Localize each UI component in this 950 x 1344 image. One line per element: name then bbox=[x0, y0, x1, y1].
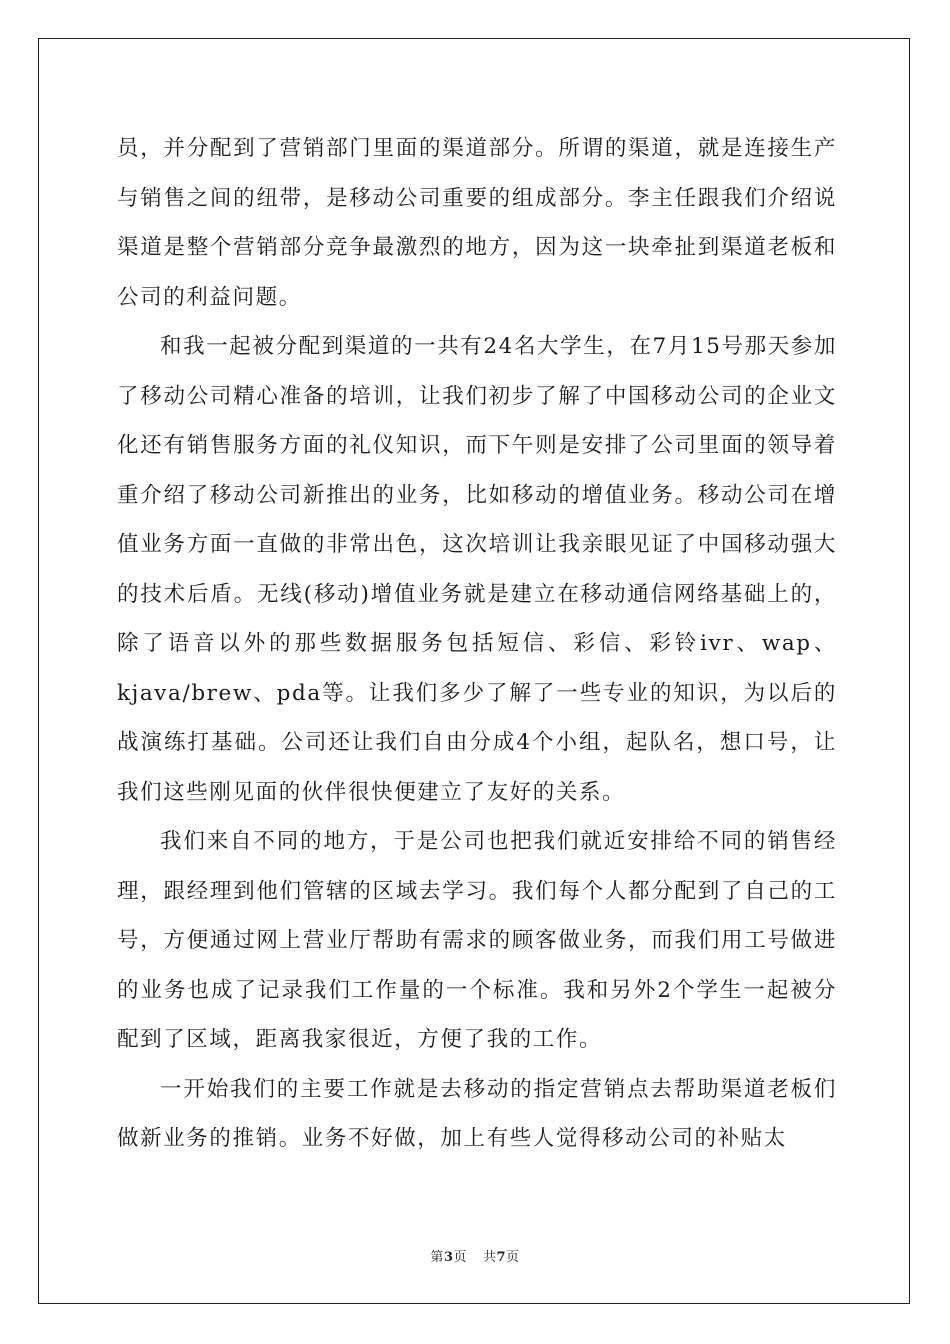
document-body bbox=[117, 124, 837, 1164]
page-prefix: 第 bbox=[430, 1250, 444, 1265]
page-suffix: 页 bbox=[453, 1250, 467, 1265]
total-suffix: 页 bbox=[506, 1250, 520, 1265]
current-page-number: 3 bbox=[443, 1250, 454, 1265]
total-prefix: 共 bbox=[483, 1250, 497, 1265]
paragraph-3: 我们来自不同的地方，于是公司也把我们就近安排给不同的销售经理，跟经理到他们管辖的区域去学习。我们每个人都分配到了自己的工号，方便通过网上营业厅帮助有需求的顾客做业务，而我们用工号做进的业务也成了记录我们工作量的一个标准。我和另外2个学生一起被分配到了区域，距离我家很近，方便了我的工作。 bbox=[117, 829, 837, 1052]
page-footer bbox=[0, 1246, 950, 1265]
total-page-number: 7 bbox=[496, 1250, 507, 1265]
paragraph-4: 一开始我们的主要工作就是去移动的指定营销点去帮助渠道老板们做新业务的推销。业务不好做，加上有些人觉得移动公司的补贴太 bbox=[117, 1076, 837, 1151]
paragraph-1: 员，并分配到了营销部门里面的渠道部分。所谓的渠道，就是连接生产与销售之间的纽带，是移动公司重要的组成部分。李主任跟我们介绍说渠道是整个营销部分竞争最激烈的地方，因为这一块牵扯到渠道老板和公司的利益问题。 bbox=[117, 136, 837, 310]
paragraph-2: 和我一起被分配到渠道的一共有24名大学生，在7月15号那天参加了移动公司精心准备的培训，让我们初步了解了中国移动公司的企业文化还有销售服务方面的礼仪知识，而下午则是安排了公司里面的领导着重介绍了移动公司新推出的业务，比如移动的增值业务。移动公司在增值业务方面一直做的非常出色，这次培训让我亲眼见证了中国移动强大的技术后盾。无线(移动)增值业务就是建立在移动通信网络基础上的，除了语音以外的那些数据服务包括短信、彩信、彩铃ivr、wap、kjava/brew、pda等。让我们多少了解了一些专业的知识，为以后的战演练打基础。公司还让我们自由分成4个小组，起队名，想口号，让我们这些刚见面的伙伴很快便建立了友好的关系。 bbox=[117, 334, 837, 805]
